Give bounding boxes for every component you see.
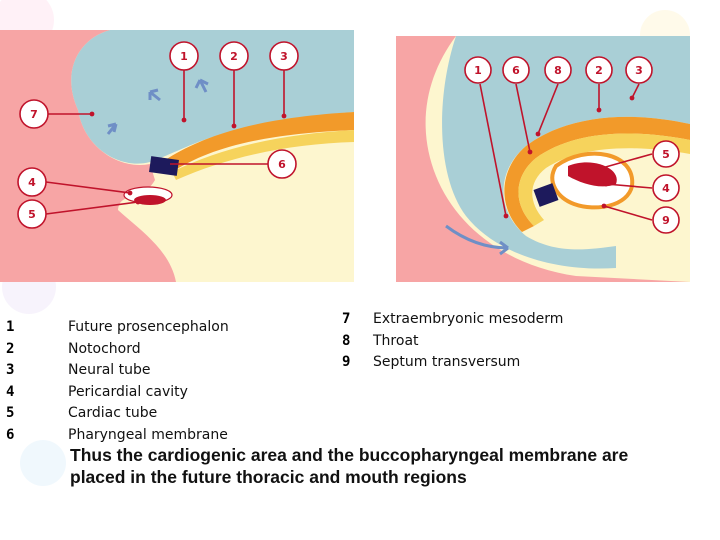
legend-number: 7 <box>342 311 351 327</box>
callout-label: 5 <box>28 208 36 221</box>
legend-label: Pericardial cavity <box>68 383 188 400</box>
legend-number: 9 <box>342 354 351 370</box>
legend-numbers-left <box>6 317 14 446</box>
embryo-diagram-left-svg <box>0 30 354 282</box>
legend-labels-right <box>373 309 563 374</box>
legend-label: Extraembryonic mesoderm <box>373 311 564 327</box>
callout-label: 1 <box>474 64 482 77</box>
callout-label: 8 <box>554 64 562 77</box>
callout-label: 6 <box>278 158 286 171</box>
legend-number: 4 <box>6 383 15 400</box>
decorative-bubble <box>20 440 66 486</box>
legend-label: Throat <box>373 332 419 349</box>
legend-label: Future prosencephalon <box>68 319 229 335</box>
embryo-diagram-left <box>0 30 354 282</box>
legend-number: 3 <box>6 362 15 378</box>
callout-label: 5 <box>662 148 670 161</box>
callout-label: 3 <box>635 64 643 77</box>
legend-label: Septum transversum <box>373 354 521 370</box>
embryo-diagram-right-svg <box>396 36 690 282</box>
callout-label: 7 <box>30 108 38 121</box>
legend-number: 6 <box>6 426 15 443</box>
callout-label: 4 <box>28 176 36 189</box>
summary-text: Thus the cardiogenic area and the buccopharyngeal membrane are placed in the future thoracic and mouth regions <box>70 445 629 487</box>
callout-label: 2 <box>595 64 603 77</box>
legend-label: Pharyngeal membrane <box>68 426 228 443</box>
legend-label: Neural tube <box>68 362 151 378</box>
callout-label: 3 <box>280 50 288 63</box>
legend-number: 2 <box>6 340 15 357</box>
legend-label: Cardiac tube <box>68 405 158 421</box>
legend-numbers-right <box>342 309 350 374</box>
embryo-diagram-right <box>396 36 690 282</box>
legend-number: 1 <box>6 319 15 335</box>
callout-label: 4 <box>662 182 670 195</box>
callout-label: 9 <box>662 214 670 227</box>
callout-label: 2 <box>230 50 238 63</box>
callout-label: 1 <box>180 50 188 63</box>
legend-number: 5 <box>6 405 15 421</box>
legend-labels-left <box>68 317 229 446</box>
callout-label: 6 <box>512 64 520 77</box>
legend-number: 8 <box>342 332 351 349</box>
legend-label: Notochord <box>68 340 141 357</box>
